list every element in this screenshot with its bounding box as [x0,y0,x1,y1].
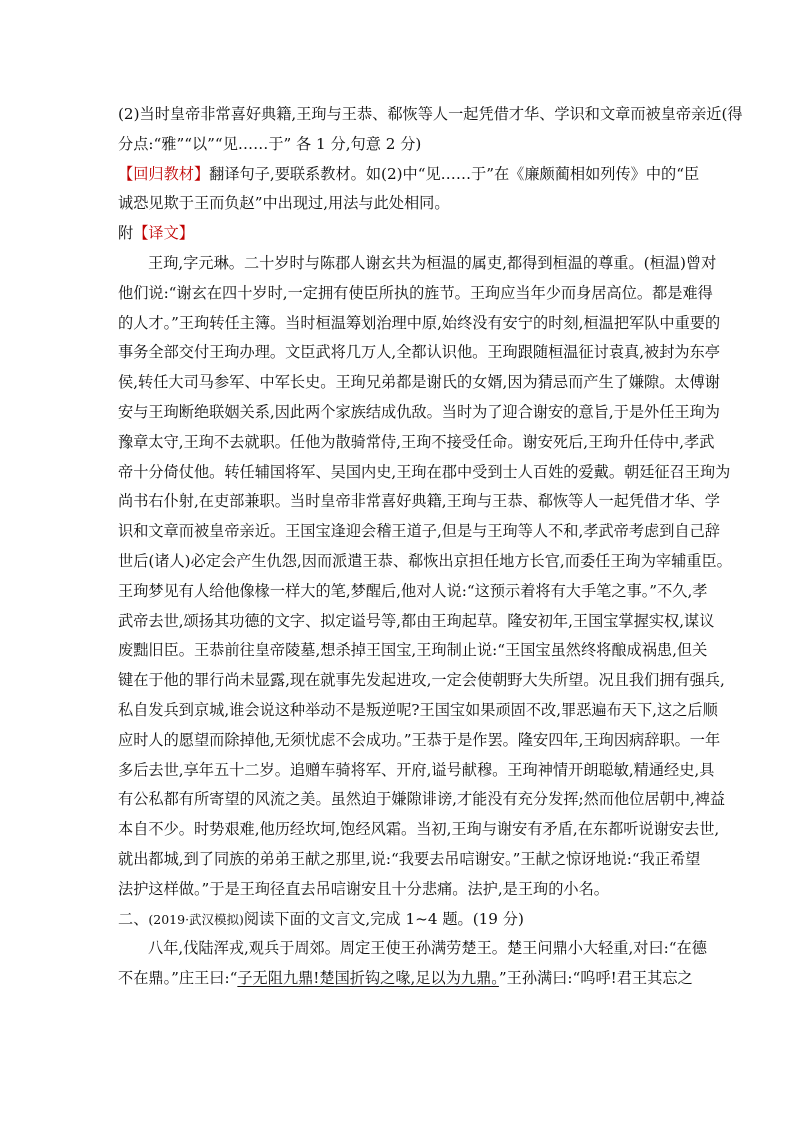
translation-line: 私自发兵到京城,谁会说这种举动不是叛逆呢?王国宝如果顽固不改,罪恶遍布天下,这之后顺 [118,700,718,719]
translation-line: 帝十分倚仗他。转任辅国将军、吴国内史,王珣在郡中受到士人百姓的爱戴。朝廷征召王珣为 [118,462,731,481]
translation-line: 有公私都有所寄望的风流之美。虽然迫于嫌隙诽谤,才能没有充分发挥;然而他位居朝中,裨益 [118,790,726,809]
translation-body [118,249,732,905]
translation-line: 的人才。”王珣转任主簿。当时桓温筹划治理中原,始终没有安宁的时刻,桓温把军队中重要的 [118,313,721,332]
document-page [118,100,743,994]
translation-label: 【译文】 [133,224,194,243]
translation-line: 识和文章而被皇帝亲近。王国宝逢迎会稽王道子,但是与王珣等人不和,孝武帝考虑到自己辞 [118,522,720,541]
passage-underlined-sentence: 子无阻九鼎!楚国折钩之喙,足以为九鼎。 [237,969,499,988]
translation-line: 事务全部交付王珣办理。文臣武将几万人,全都认识他。王珣跟随桓温征讨袁真,被封为东亭 [118,343,720,362]
translation-line: 废黜旧臣。王恭前往皇帝陵墓,想杀掉王国宝,王珣制止说:“王国宝虽然终将酿成祸患,但关 [118,641,708,660]
translation-line: 本自不少。时势艰难,他历经坎坷,饱经风霜。当初,王珣与谢安有矛盾,在东都听说谢安去世, [118,820,720,839]
section-two-heading [118,905,680,935]
translation-line: 侯,转任大司马参军、中军长史。王珣兄弟都是谢氏的女婿,因为猜忌而产生了嫌隙。太傅谢 [118,373,720,392]
translation-line: 王珣梦见有人给他像椽一样大的笔,梦醒后,他对人说:“这预示着将有大手笔之事。”不久,孝 [118,581,708,600]
section-two-prefix: 二、 [118,909,149,928]
passage-line-2 [118,964,693,994]
answer-note-line-1: (2)当时皇帝非常喜好典籍,王珣与王恭、郗恢等人一起凭借才华、学识和文章而被皇帝亲近(得 [118,105,743,123]
translation-line: 键在于他的罪行尚未显露,现在就事先发起进攻,一定会使朝野大失所望。况且我们拥有强兵, [118,671,725,690]
translation-line: 多后去世,享年五十二岁。追赠车骑将军、开府,谥号献穆。王珣神情开朗聪敏,精通经史,具 [118,760,715,779]
translation-line: 法护这样做。”于是王珣径直去吊唁谢安且十分悲痛。法护,是王珣的小名。 [118,879,609,898]
textbook-note-text: 翻译句子,要联系教材。如(2)中“见……于”在《廉颇蔺相如列传》中的“臣 [209,164,700,183]
translation-line: 豫章太守,王珣不去就职。任他为散骑常侍,王珣不接受任命。谢安死后,王珣升任侍中,孝武 [118,432,715,451]
translation-line: 安与王珣断绝联姻关系,因此两个家族结成仇敌。当时为了迎合谢安的意旨,于是外任王珣为 [118,402,720,421]
translation-line: 应时人的愿望而除掉他,无须忧虑不会成功。”王恭于是作罢。隆安四年,王珣因病辞职。一年 [118,730,721,749]
section-two-instruction: 阅读下面的文言文,完成 1~4 题。(19 分) [243,909,524,928]
textbook-label: 【回归教材】 [118,164,210,183]
translation-line: 就出都城,到了同族的弟弟王献之那里,说:“我要去吊唁谢安。”王献之惊讶地说:“我正希望 [118,849,701,868]
answer-note-line-2: 分点:“雅”“以”“见……于” 各 1 分,句意 2 分) [118,134,422,153]
translation-line: 王珣,字元琳。二十岁时与陈郡人谢玄共为桓温的属吏,都得到桓温的尊重。(桓温)曾对 [148,253,717,272]
passage-line-2-start: 不在鼎。”庄王曰:“ [118,969,238,988]
translation-heading [118,219,680,249]
translation-prefix: 附 [118,224,134,243]
translation-line: 武帝去世,颂扬其功德的文字、拟定谥号等,都由王珣起草。隆安初年,王国宝掌握实权,谋议 [118,611,715,630]
textbook-note-line-2: 诚恐见欺于王而负赵”中出现过,用法与此处相同。 [118,194,450,213]
passage-line-1: 八年,伐陆浑戎,观兵于周郊。周定王使王孙满劳楚王。楚王问鼎小大轻重,对曰:“在德 [148,939,707,958]
translation-line: 他们说:“谢玄在四十岁时,一定拥有使臣所执的旌节。王珣应当年少而身居高位。都是难得 [118,283,713,302]
translation-line: 世后(诸人)必定会产生仇怨,因而派遣王恭、郗恢出京担任地方长官,而委任王珣为宰辅重臣。 [118,551,732,570]
section-two-source: (2019·武汉模拟) [148,911,244,927]
translation-line: 尚书右仆射,在吏部兼职。当时皇帝非常喜好典籍,王珣与王恭、郗恢等人一起凭借才华、学 [118,492,720,511]
passage-line-2-end: ”王孙满曰:“呜呼!君王其忘之 [498,969,693,988]
textbook-note-line-1 [118,160,700,190]
